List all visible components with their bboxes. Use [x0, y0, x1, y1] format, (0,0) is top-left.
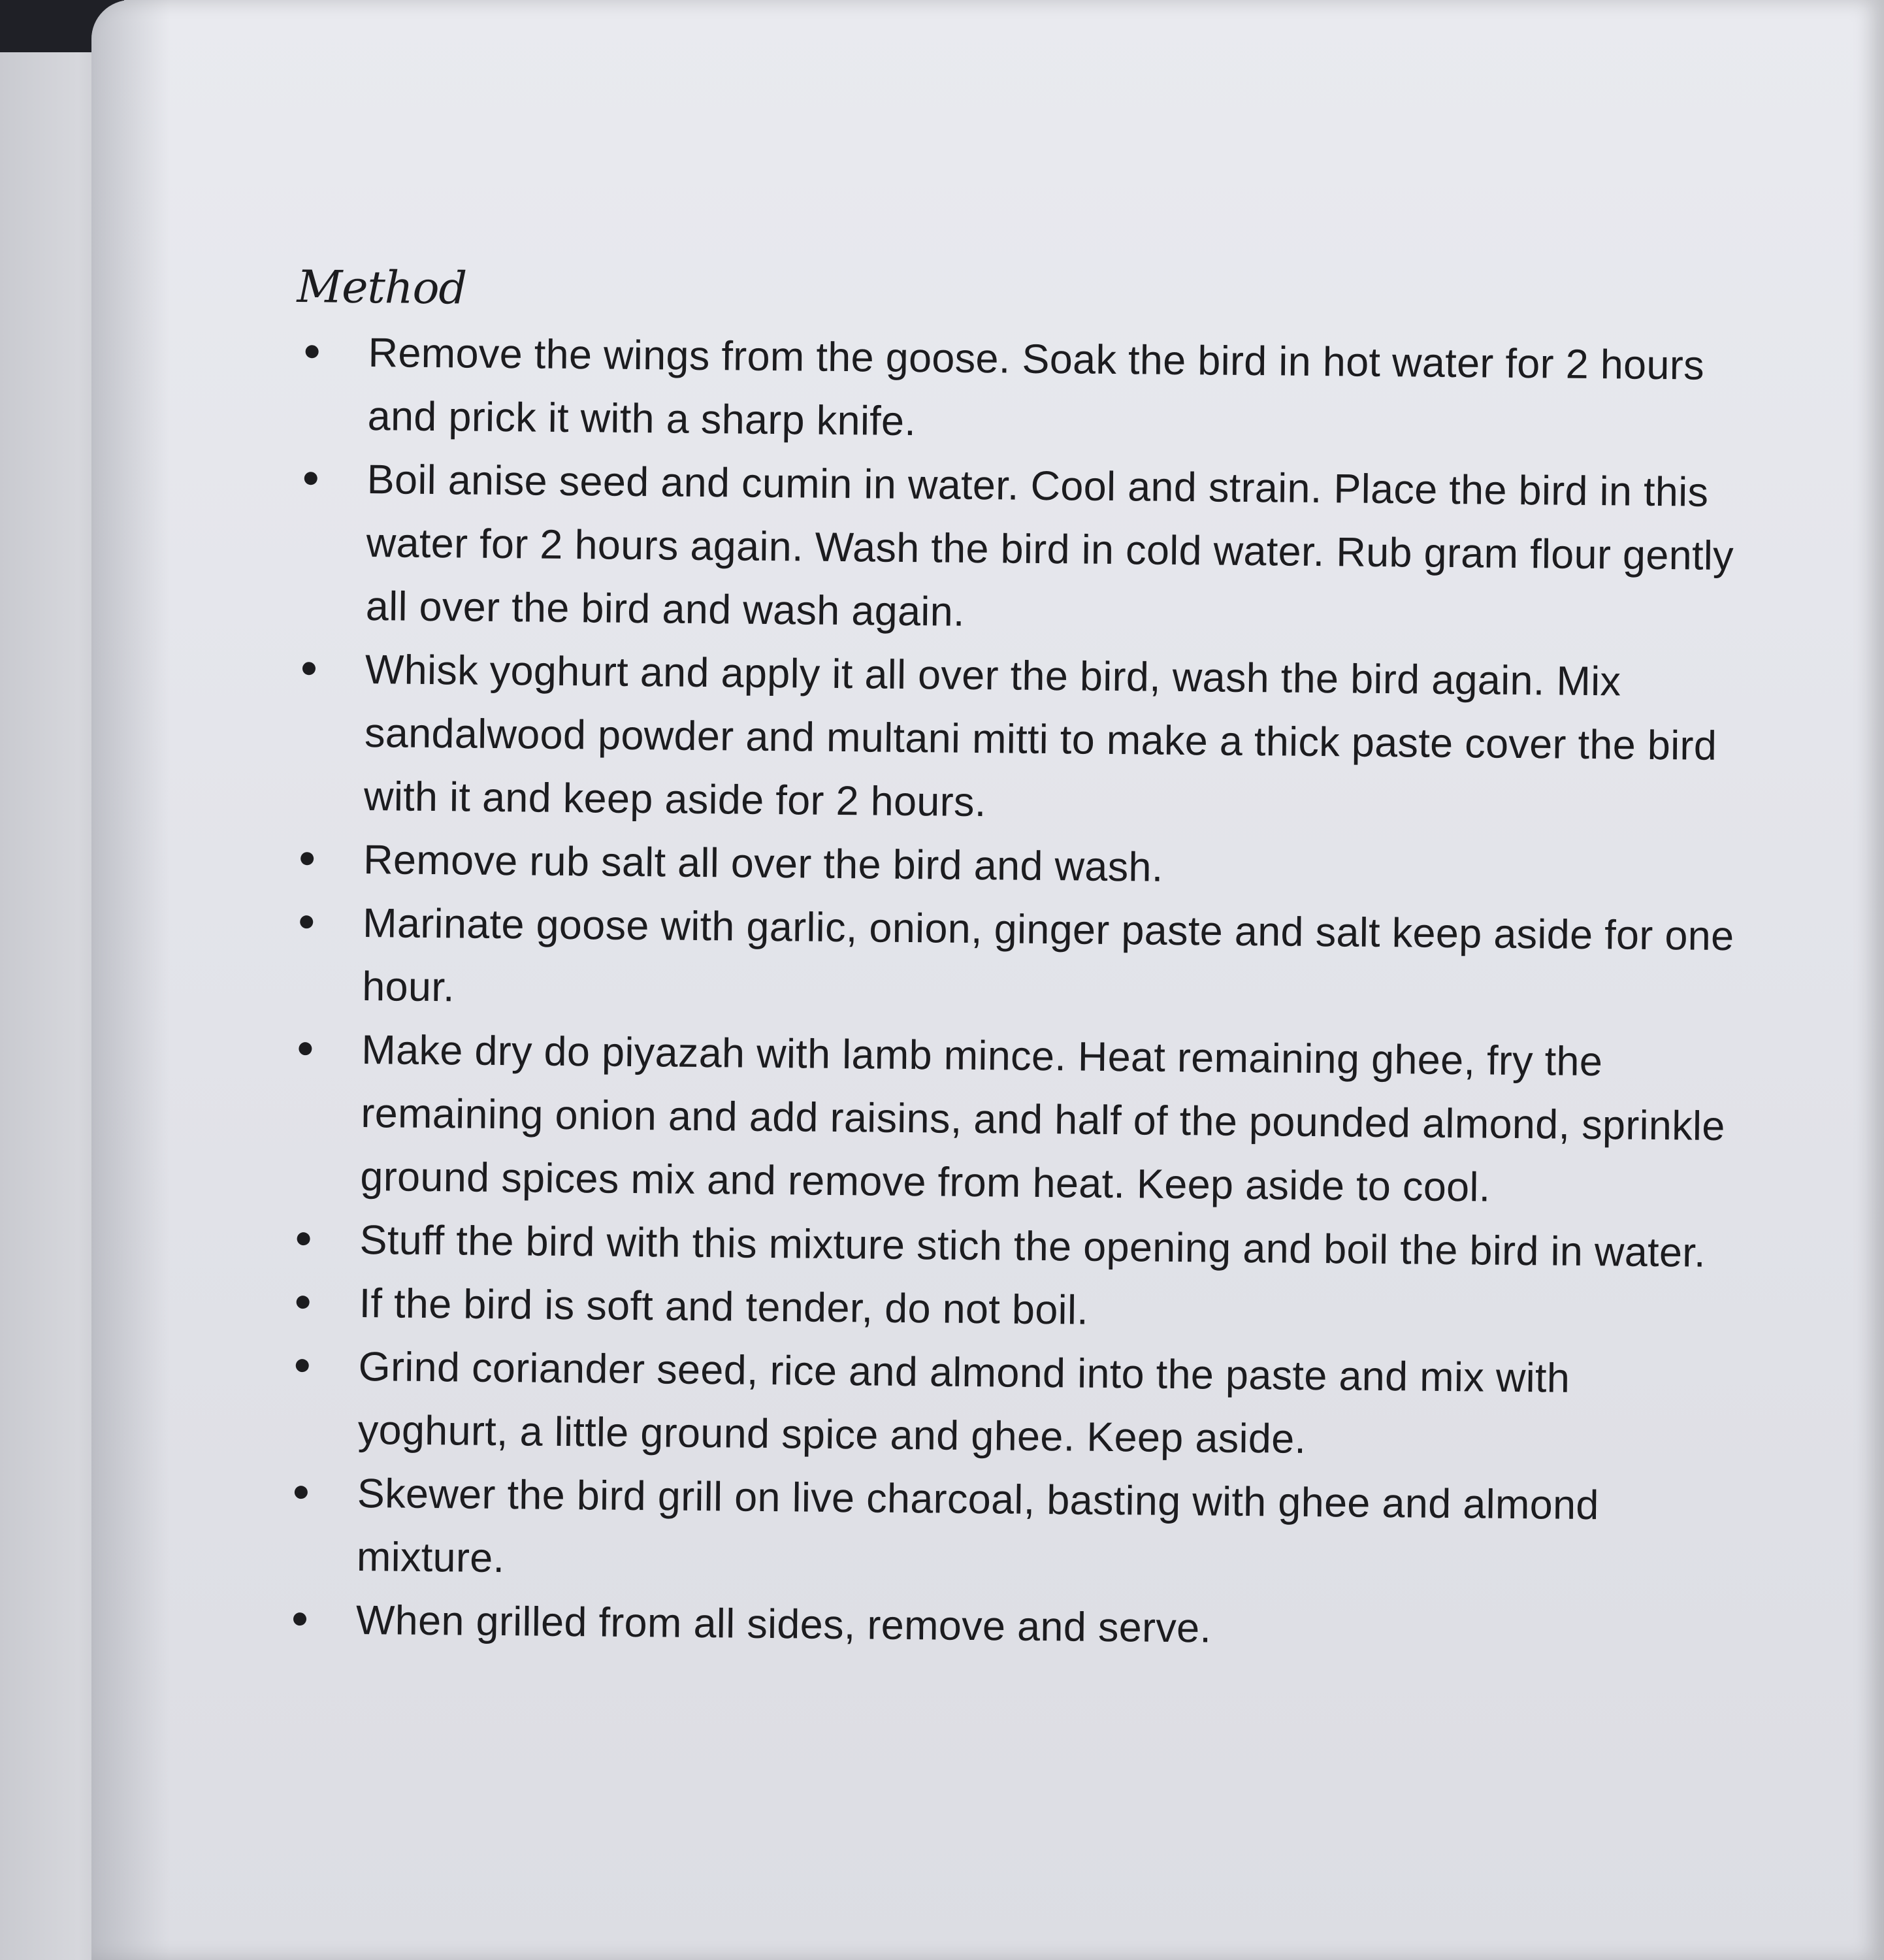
- method-steps-list: [284, 321, 1734, 1665]
- bullet-icon: [297, 1296, 310, 1309]
- step-text: Grind coriander seed, rice and almond into the paste and mix with yoghurt, a little ground spice and ghee. Keep aside.: [357, 1343, 1570, 1462]
- step-text: Marinate goose with garlic, onion, ginger paste and salt keep aside for one hour.: [361, 900, 1734, 1011]
- step-text: Stuff the bird with this mixture stich the opening and boil the bird in water.: [359, 1217, 1706, 1276]
- page-gutter-shadow: [91, 0, 170, 1960]
- bullet-icon: [295, 1486, 308, 1499]
- step-text: Boil anise seed and cumin in water. Cool and strain. Place the bird in this water for 2 hours again. Wash the bird in cold water. Rub gram flour gently all over the bird and wash again.: [365, 457, 1734, 635]
- step-text: When grilled from all sides, remove and serve.: [355, 1597, 1212, 1652]
- bullet-icon: [296, 1359, 309, 1372]
- bullet-icon: [300, 915, 313, 928]
- step-text: Skewer the bird grill on live charcoal, basting with ghee and almond mixture.: [356, 1470, 1600, 1582]
- method-step: [292, 638, 1738, 841]
- bullet-icon: [306, 345, 319, 358]
- bullet-icon: [304, 472, 317, 485]
- bullet-icon: [302, 662, 316, 675]
- method-step: [290, 891, 1735, 1032]
- method-step: [293, 448, 1739, 651]
- method-step: [295, 321, 1740, 461]
- method-section: [284, 258, 1734, 1665]
- step-text: Make dry do piyazah with lamb mince. Heat remaining ghee, fry the remaining onion and add raisins, and half of the pounded almond, sprinkle ground spices mix and remove from heat. Keep aside to cool.: [360, 1027, 1725, 1211]
- bullet-icon: [293, 1612, 306, 1625]
- method-heading: Method: [297, 261, 467, 315]
- step-text: Remove the wings from the goose. Soak the bird in hot water for 2 hours and prick it with a sharp knife.: [367, 330, 1705, 445]
- bullet-icon: [300, 852, 314, 865]
- step-text: Whisk yoghurt and apply it all over the bird, wash the bird again. Mix sandalwood powder and multani mitti to make a thick paste cover the bird with it and keep aside for 2 hours.: [363, 647, 1717, 826]
- method-step: [285, 1335, 1730, 1475]
- method-step: [284, 1462, 1729, 1602]
- bullet-icon: [297, 1232, 310, 1245]
- method-step: [288, 1018, 1734, 1222]
- step-text: Remove rub salt all over the bird and wash.: [363, 837, 1163, 890]
- bullet-icon: [299, 1042, 312, 1055]
- step-text: If the bird is soft and tender, do not boil.: [359, 1280, 1089, 1333]
